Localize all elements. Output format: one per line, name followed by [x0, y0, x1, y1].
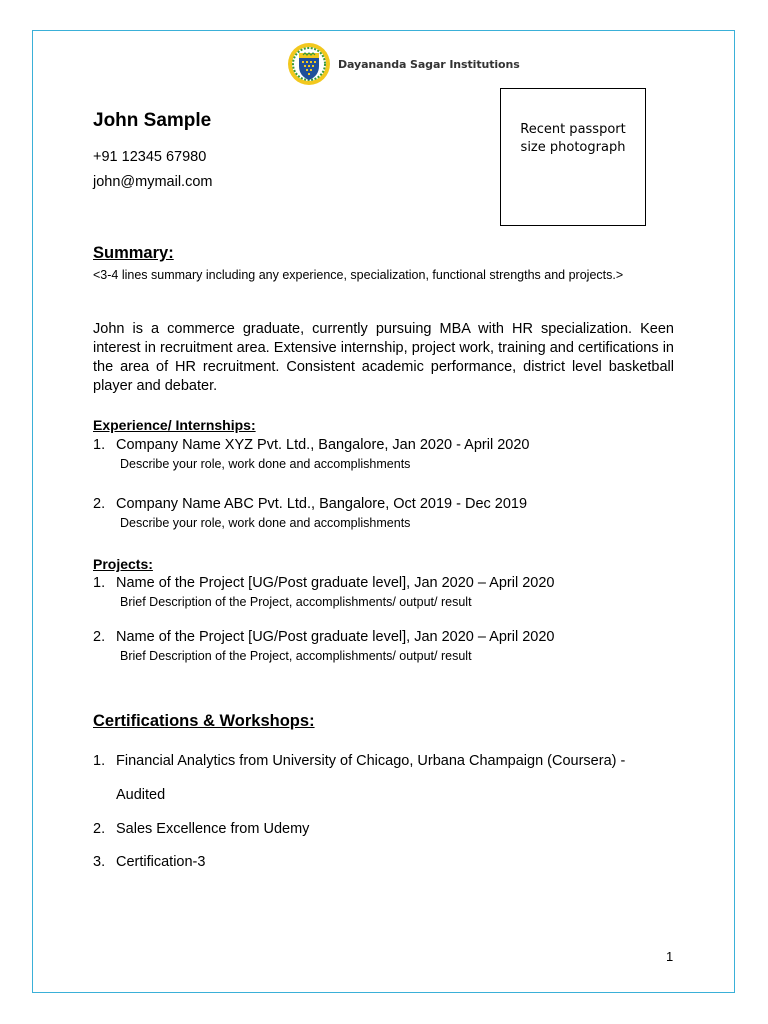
- experience-item: [93, 437, 529, 453]
- list-number: 1.: [93, 575, 106, 591]
- experience-description: Describe your role, work done and accomplishments: [120, 457, 411, 471]
- list-number: 2.: [93, 629, 106, 645]
- logo-text: Dayananda Sagar Institutions: [338, 57, 520, 71]
- projects-heading: Projects:: [93, 556, 153, 572]
- project-description: Brief Description of the Project, accomplishments/ output/ result: [120, 595, 472, 609]
- project-title: Name of the Project [UG/Post graduate level], Jan 2020 – April 2020: [116, 575, 555, 591]
- candidate-name: John Sample: [93, 110, 212, 131]
- list-number: 2.: [93, 821, 106, 837]
- email-address: john@mymail.com: [93, 174, 213, 190]
- project-description: Brief Description of the Project, accomplishments/ output/ result: [120, 649, 472, 663]
- photo-placeholder: [500, 88, 646, 226]
- institution-logo: [287, 40, 520, 88]
- experience-title: Company Name XYZ Pvt. Ltd., Bangalore, Jan 2020 - April 2020: [116, 437, 530, 453]
- list-number: 1.: [93, 437, 106, 453]
- certification-text: Sales Excellence from Udemy: [116, 821, 310, 837]
- photo-caption: [501, 121, 645, 157]
- certification-item: [93, 854, 205, 870]
- certification-item: [93, 821, 309, 837]
- list-number: 1.: [93, 753, 106, 769]
- certification-text: Certification-3: [116, 854, 206, 870]
- certification-continuation: Audited: [116, 787, 166, 803]
- experience-heading: Experience/ Internships:: [93, 417, 256, 433]
- project-item: [93, 575, 554, 591]
- project-item: [93, 629, 554, 645]
- experience-description: Describe your role, work done and accomplishments: [120, 516, 411, 530]
- experience-title: Company Name ABC Pvt. Ltd., Bangalore, Oct 2019 - Dec 2019: [116, 496, 528, 512]
- list-number: 2.: [93, 496, 106, 512]
- list-number: 3.: [93, 854, 106, 870]
- photo-caption-line2: size photograph: [520, 140, 626, 155]
- experience-item: [93, 496, 527, 512]
- certification-text: Financial Analytics from University of Chicago, Urbana Champaign (Coursera) -: [116, 753, 626, 769]
- project-title: Name of the Project [UG/Post graduate level], Jan 2020 – April 2020: [116, 629, 555, 645]
- certification-item: [93, 753, 625, 769]
- summary-body: John is a commerce graduate, currently pursuing MBA with HR specialization. Keen interest in recruitment area. Extensive internship, project work, training and certifications in the area of HR recruitment. Consistent academic performance, district level basketball player and debater.: [93, 321, 674, 394]
- crest-shield-icon: [287, 41, 331, 87]
- page-number: 1: [666, 949, 674, 964]
- certifications-heading: Certifications & Workshops:: [93, 712, 315, 730]
- summary-heading: Summary:: [93, 244, 174, 262]
- photo-caption-line1: Recent passport: [520, 122, 626, 137]
- phone-number: +91 12345 67980: [93, 149, 207, 165]
- summary-hint: <3-4 lines summary including any experience, specialization, functional strengths and projects.>: [93, 268, 624, 282]
